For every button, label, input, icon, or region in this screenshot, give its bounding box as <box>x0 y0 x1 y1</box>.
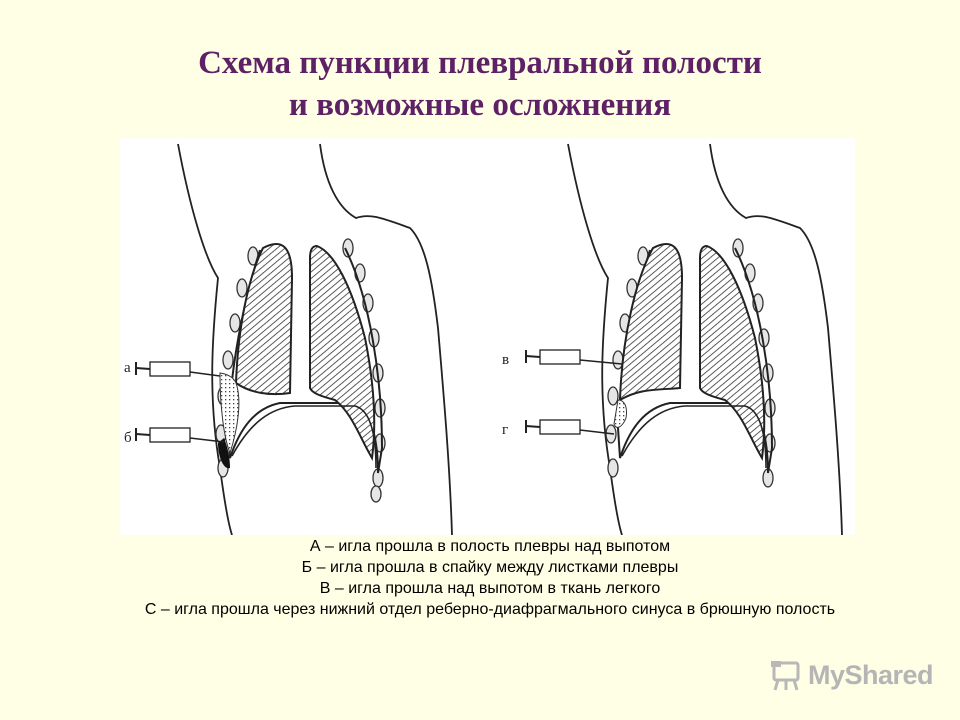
caption-line-c: С – игла прошла через нижний отдел реберно-диафрагмального синуса в брюшную полость <box>144 601 836 618</box>
syringe-g <box>526 420 614 434</box>
watermark-logo-icon <box>768 658 804 694</box>
watermark-text: MyShared <box>808 660 934 690</box>
syringe-v <box>526 350 622 364</box>
title-line-2: и возможные осложнения <box>288 87 672 123</box>
label-g: г <box>502 422 509 438</box>
left-lung-a <box>236 244 292 394</box>
right-thorax-diagram <box>502 144 842 535</box>
syringe-b <box>136 428 224 442</box>
left-thorax-diagram <box>124 144 452 535</box>
watermark <box>768 656 938 696</box>
figure-caption <box>110 536 870 620</box>
label-a: а <box>124 360 131 376</box>
slide-title <box>0 42 960 126</box>
left-lung-b <box>620 244 682 400</box>
label-b: б <box>124 430 132 446</box>
pleural-puncture-figure <box>120 138 855 535</box>
syringe-a <box>136 362 220 376</box>
title-line-1: Схема пункции плевральной полости <box>198 45 762 81</box>
caption-line-a: А – игла прошла в полость плевры над выпотом <box>309 538 671 555</box>
caption-line-v: В – игла прошла над выпотом в ткань легкого <box>319 580 661 597</box>
figure-svg <box>120 138 855 535</box>
caption-line-b: Б – игла прошла в спайку между листками плевры <box>301 559 679 576</box>
label-v: в <box>502 352 510 368</box>
